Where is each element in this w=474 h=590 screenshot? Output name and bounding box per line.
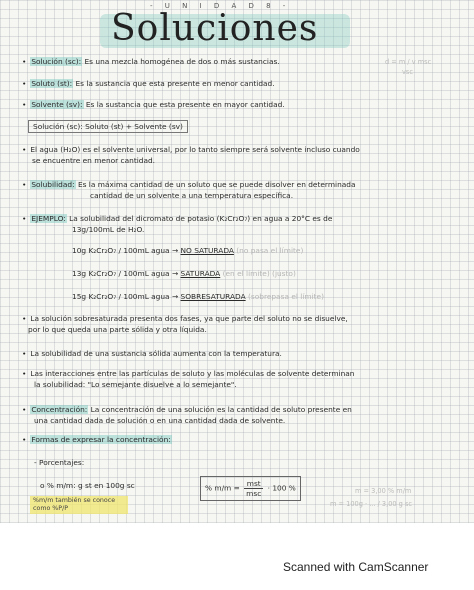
term-label: Concentración: (31, 405, 88, 414)
highlighted-note: %m/m también se conoce como %P/P (30, 496, 128, 514)
formula-right: · 100 % (267, 483, 296, 493)
example-row (72, 246, 303, 255)
side-note: m = 3,00 % m/m (355, 487, 412, 495)
supersaturated-note-line1: • La solución sobresaturada presenta dos fases, ya que parte del soluto no se disuelve, (22, 314, 348, 323)
definition-solucion: • Solución (sc): Es una mezcla homogénea de dos o más sustancias. (22, 57, 280, 66)
unit-label: - U N I D A D 8 - (150, 2, 291, 10)
state-note: (sobrepasa el límite) (248, 292, 324, 301)
example-intro-cont: 13g/100mL de H₂O. (72, 225, 145, 234)
term-label: Solución (sc): (31, 57, 82, 66)
numerator: mst (244, 479, 263, 489)
section-heading: • Formas de expresar la concentración: (22, 435, 171, 444)
definition-soluto: • Soluto (st): Es la sustancia que esta presente en menor cantidad. (22, 79, 275, 88)
example-intro: • EJEMPLO: La solubilidad del dicromato de potasio (K₂Cr₂O₇) en agua a 20°C es de (22, 214, 333, 223)
state-label: SOBRESATURADA (180, 292, 246, 301)
percent-formula (200, 476, 301, 501)
page-title: Soluciones (111, 8, 319, 49)
side-note: m = 100g · ... / 3,00 g sc (330, 500, 413, 508)
note-text: La solución sobresaturada presenta dos fases, ya que parte del soluto no se disuelve, (30, 314, 348, 323)
term-label: Soluto (st): (31, 79, 73, 88)
formula-left: % m/m = (205, 483, 240, 493)
example-ratio: 15g K₂Cr₂O₇ / 100mL agua → (72, 292, 179, 301)
definition-concentracion: • Concentración: La concentración de una solución es la cantidad de soluto presente en (22, 405, 352, 414)
example-text: La solubilidad del dicromato de potasio (K₂Cr₂O₇) en agua a 20°C es de (69, 214, 333, 223)
subheading-porcentajes: - Porcentajes: (34, 458, 85, 467)
example-row (72, 269, 296, 278)
term-label: Solvente (sv): (31, 100, 83, 109)
definition-solvente: • Solvente (sv): Es la sustancia que esta presente en mayor cantidad. (22, 100, 285, 109)
boxed-formula: Solución (sc): Soluto (st) + Solvente (sv) (28, 120, 188, 133)
state-label: SATURADA (180, 269, 221, 278)
state-note: (en el límite) (justo) (222, 269, 296, 278)
percent-definition: o % m/m: g st en 100g sc (40, 481, 135, 490)
definition-text: Es la sustancia que esta presente en mayor cantidad. (85, 100, 285, 109)
denominator: msc (246, 489, 262, 498)
definition-concentracion-cont: una cantidad dada de solución o en una cantidad dada de solvente. (34, 416, 286, 425)
side-note: vsc (402, 68, 413, 76)
state-note: (no pasa el límite) (236, 246, 304, 255)
water-note-text: El agua (H₂O) es el solvente universal, por lo tanto siempre será solvente incluso cuando (30, 145, 360, 154)
term-label: Solubilidad: (31, 180, 75, 189)
definition-text: Es la sustancia que esta presente en menor cantidad. (75, 79, 275, 88)
temperature-note: • La solubilidad de una sustancia sólida aumenta con la temperatura. (22, 349, 282, 358)
note-text: La solubilidad de una sustancia sólida aumenta con la temperatura. (30, 349, 282, 358)
definition-solubilidad-cont: cantidad de un solvente a una temperatura específica. (90, 191, 294, 200)
example-ratio: 10g K₂Cr₂O₇ / 100mL agua → (72, 246, 179, 255)
interactions-note-line1: • Las interacciones entre las partículas de soluto y las moléculas de solvente determinan (22, 369, 355, 378)
definition-text: Es la máxima cantidad de un soluto que se puede disolver en determinada (77, 180, 356, 189)
definition-text: Es una mezcla homogénea de dos o más sustancias. (84, 57, 280, 66)
example-ratio: 13g K₂Cr₂O₇ / 100mL agua → (72, 269, 179, 278)
interactions-note-line2: la solubilidad: "Lo semejante disuelve a lo semejante". (34, 380, 237, 389)
section-title: Formas de expresar la concentración: (31, 435, 171, 444)
formula-box (28, 120, 188, 133)
example-label: EJEMPLO: (31, 214, 66, 223)
side-note: d = m / v msc (385, 58, 432, 66)
water-note-line1: • El agua (H₂O) es el solvente universal, por lo tanto siempre será solvente incluso cuando (22, 145, 360, 154)
example-row (72, 292, 324, 301)
water-note-line2: se encuentre en menor cantidad. (32, 156, 156, 165)
note-text: Las interacciones entre las partículas de soluto y las moléculas de solvente determinan (30, 369, 355, 378)
supersaturated-note-line2: por lo que queda una parte sólida y otra líquida. (28, 325, 207, 334)
definition-text: La concentración de una solución es la cantidad de soluto presente en (90, 405, 352, 414)
state-label: NO SATURADA (180, 246, 234, 255)
definition-solubilidad: • Solubilidad: Es la máxima cantidad de un soluto que se puede disolver en determinada (22, 180, 356, 189)
scanner-watermark: Scanned with CamScanner (283, 560, 429, 574)
fraction (244, 479, 263, 498)
